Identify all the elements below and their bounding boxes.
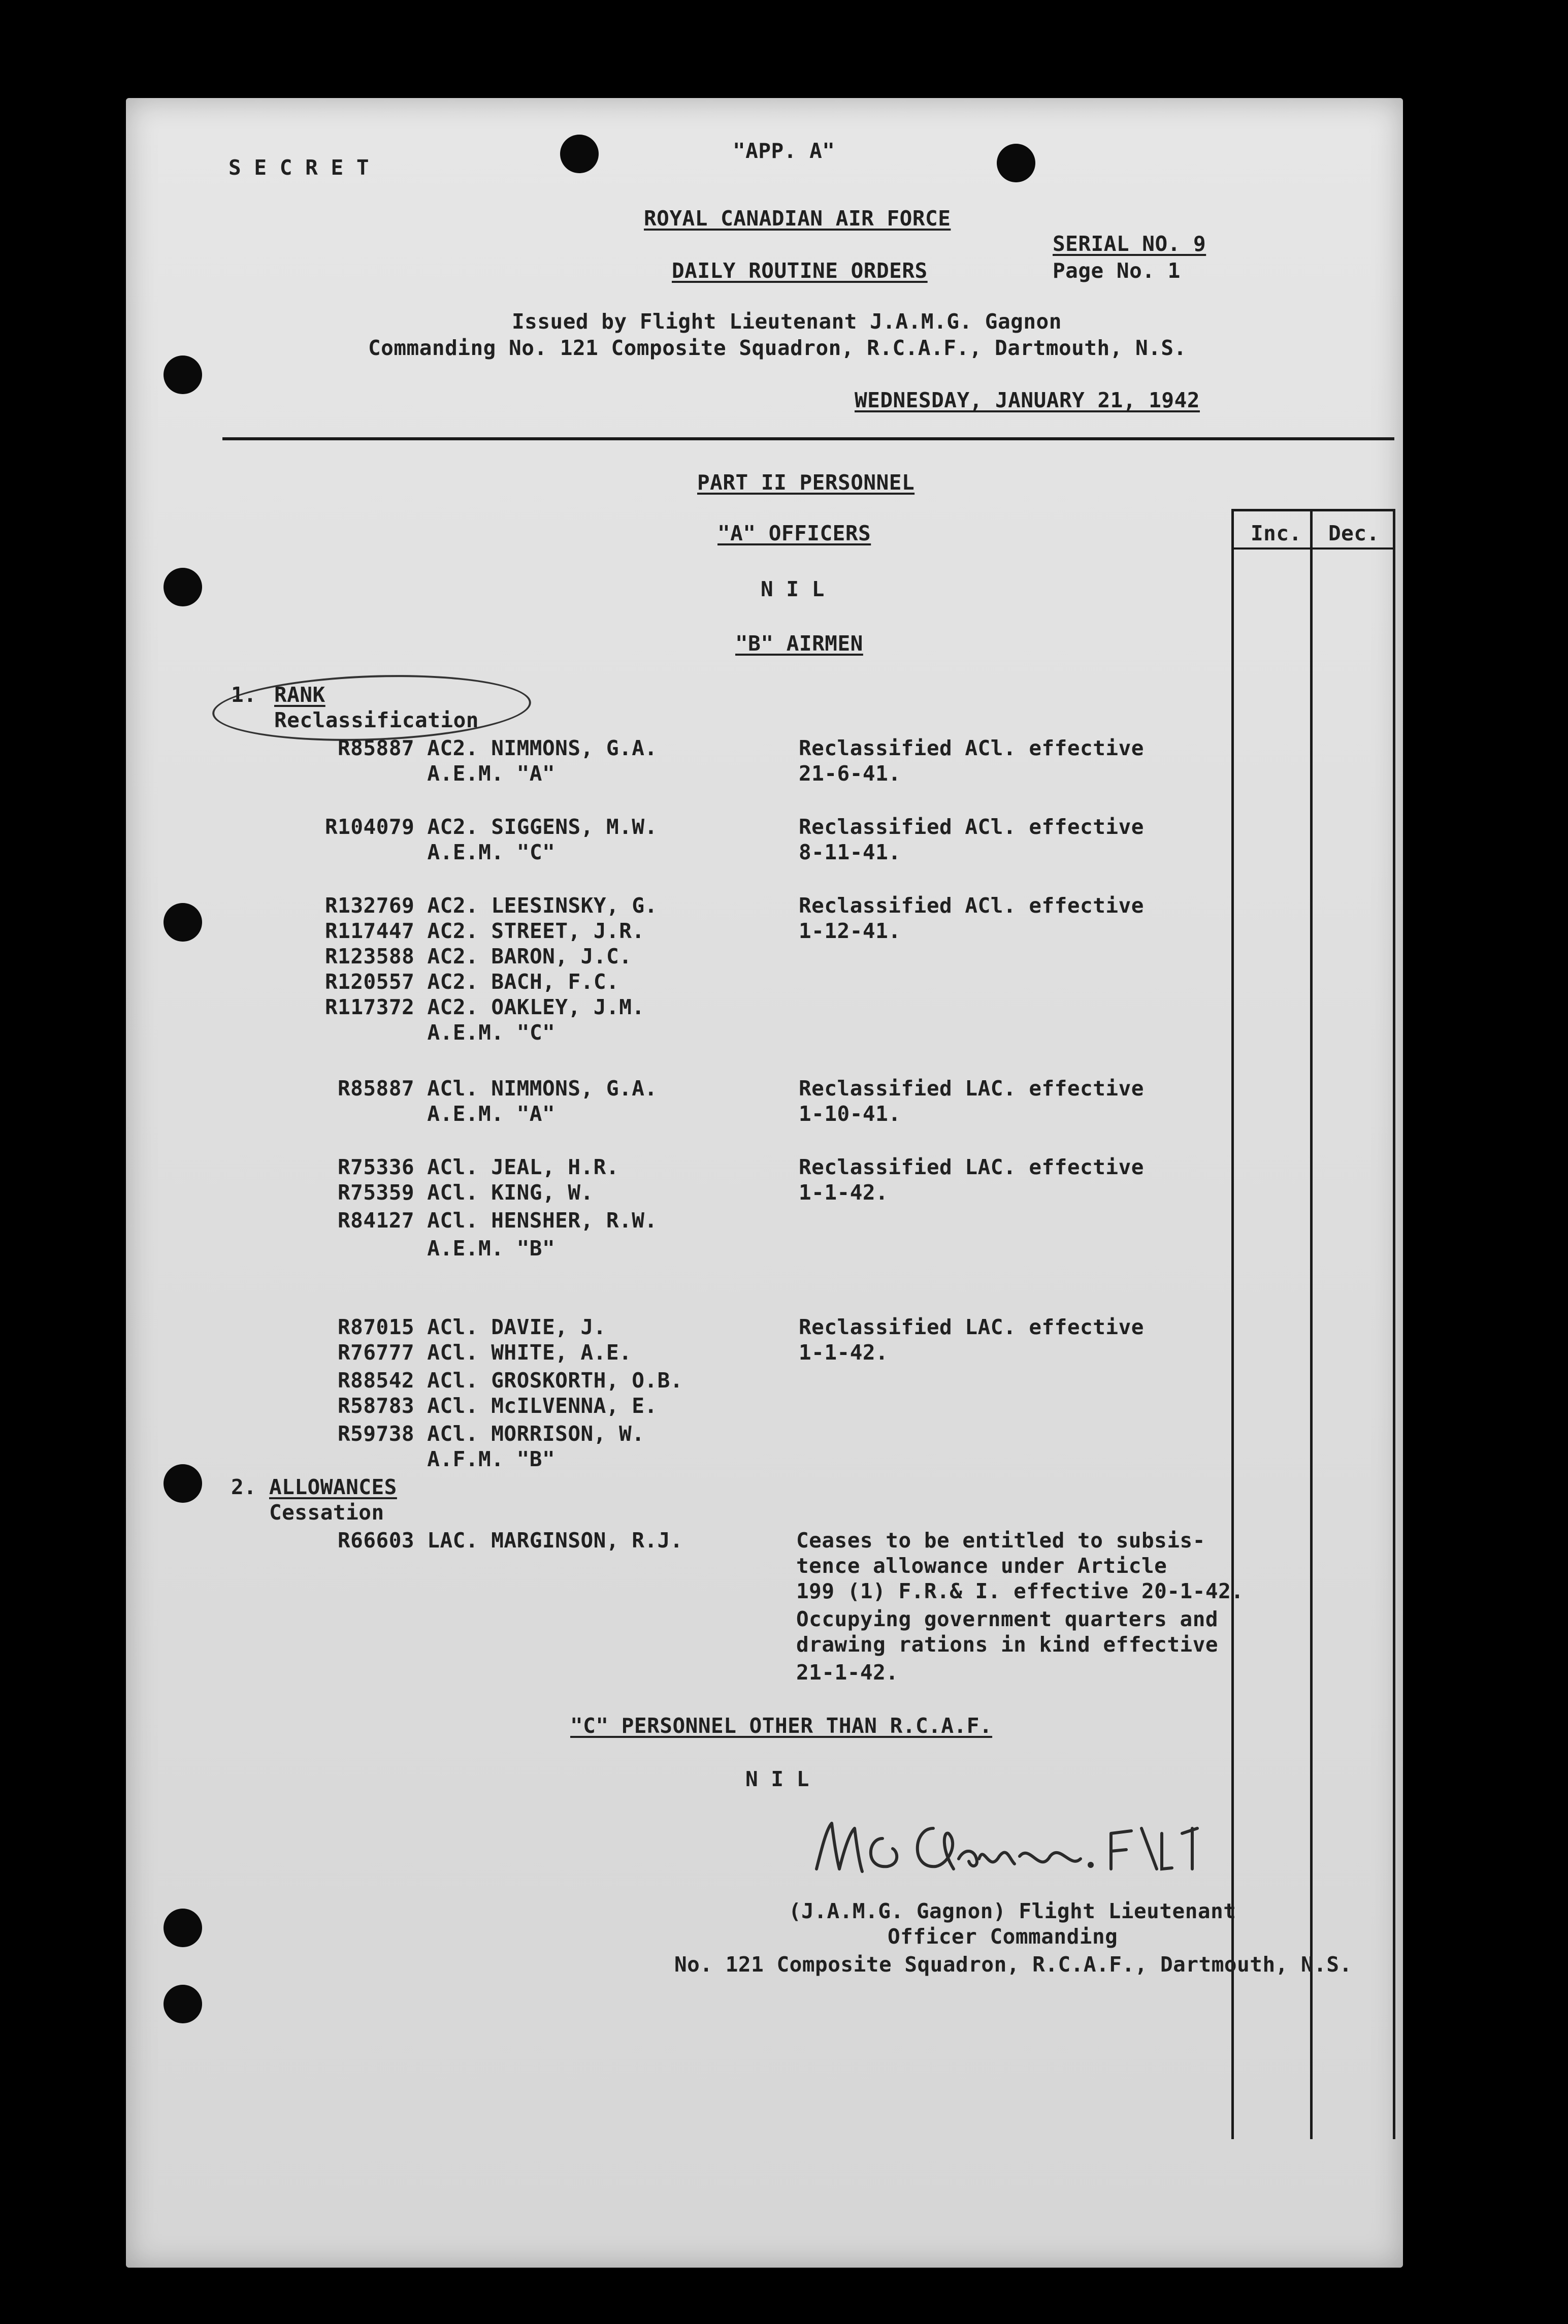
punch-hole [164, 1985, 202, 2023]
personnel-line: R88542 ACl. GROSKORTH, O.B. [338, 1368, 683, 1393]
other-personnel-nil: N I L [745, 1767, 809, 1791]
allowances-number: 2. [231, 1475, 257, 1499]
remark-line: drawing rations in kind effective [796, 1632, 1219, 1657]
allowances-subheading: Cessation [269, 1500, 384, 1525]
rank-number: 1. [231, 683, 257, 707]
inc-column-header: Inc. [1251, 521, 1302, 545]
remark-line: 199 (1) F.R.& I. effective 20-1-42. [796, 1579, 1244, 1603]
personnel-line: R76777 ACl. WHITE, A.E. [338, 1340, 632, 1365]
remark-line: Reclassified LAC. effective [799, 1076, 1144, 1101]
document-title: DAILY ROUTINE ORDERS [672, 259, 928, 283]
issued-by-line: Issued by Flight Lieutenant J.A.M.G. Gagnon [512, 309, 1062, 334]
allowances-heading: ALLOWANCES [269, 1475, 397, 1499]
rank-subheading: Reclassification [274, 708, 479, 732]
remark-line: 1-12-41. [799, 919, 901, 943]
personnel-line: A.E.M. "C" [325, 840, 556, 864]
document-page [126, 98, 1403, 2268]
personnel-line: A.E.M. "B" [338, 1236, 556, 1261]
remark-line: Reclassified ACl. effective [799, 893, 1144, 918]
column-header-rule [1231, 509, 1394, 511]
remark-line: Reclassified LAC. effective [799, 1315, 1144, 1339]
dec-column-header: Dec. [1328, 521, 1380, 545]
page-number: Page No. 1 [1053, 259, 1181, 283]
remark-line: Occupying government quarters and [796, 1607, 1219, 1631]
officers-heading: "A" OFFICERS [717, 521, 871, 545]
remark-line: Reclassified ACl. effective [799, 736, 1144, 760]
airmen-heading: "B" AIRMEN [735, 631, 863, 656]
personnel-line: R123588 AC2. BARON, J.C. [325, 944, 632, 969]
other-personnel-heading: "C" PERSONNEL OTHER THAN R.C.A.F. [570, 1714, 993, 1738]
punch-hole [997, 144, 1035, 182]
remark-line: 1-10-41. [799, 1102, 901, 1126]
personnel-line: R59738 ACl. MORRISON, W. [338, 1422, 645, 1446]
remark-line: 21-1-42. [796, 1660, 899, 1685]
officers-nil: N I L [761, 577, 825, 601]
issue-date: WEDNESDAY, JANUARY 21, 1942 [855, 388, 1200, 412]
command-line: Commanding No. 121 Composite Squadron, R.C.A.F., Dartmouth, N.S. [368, 336, 1187, 360]
punch-hole [164, 1464, 202, 1503]
remark-line: tence allowance under Article [796, 1554, 1167, 1578]
signatory-title: Officer Commanding [888, 1924, 1118, 1949]
punch-hole [164, 1909, 202, 1947]
serial-number: SERIAL NO. 9 [1053, 232, 1206, 256]
personnel-line: R66603 LAC. MARGINSON, R.J. [338, 1528, 683, 1553]
remark-line: 1-1-42. [799, 1180, 889, 1205]
punch-hole [164, 903, 202, 942]
punch-hole [164, 568, 202, 606]
column-header-underline [1231, 547, 1394, 550]
personnel-line: A.F.M. "B" [338, 1447, 556, 1471]
personnel-line: R117372 AC2. OAKLEY, J.M. [325, 995, 645, 1019]
rank-heading: RANK [274, 683, 325, 707]
part-title: PART II PERSONNEL [697, 470, 915, 495]
personnel-line: R117447 AC2. STREET, J.R. [325, 919, 645, 943]
organization-title: ROYAL CANADIAN AIR FORCE [644, 206, 951, 231]
personnel-line: R120557 AC2. BACH, F.C. [325, 970, 619, 994]
personnel-line: R75336 ACl. JEAL, H.R. [338, 1155, 619, 1179]
personnel-line: R104079 AC2. SIGGENS, M.W. [325, 815, 658, 839]
personnel-line: R85887 ACl. NIMMONS, G.A. [338, 1076, 658, 1101]
personnel-line: R85887 AC2. NIMMONS, G.A. [338, 736, 658, 760]
personnel-line: R132769 AC2. LEESINSKY, G. [325, 893, 658, 918]
column-divider [1310, 509, 1313, 2139]
appendix-label: "APP. A" [733, 139, 835, 163]
punch-hole [560, 135, 599, 173]
handwritten-signature [806, 1808, 1319, 1889]
remark-line: Ceases to be entitled to subsis- [796, 1528, 1205, 1553]
personnel-line: R87015 ACl. DAVIE, J. [338, 1315, 606, 1339]
punch-hole [164, 356, 202, 394]
signatory-name: (J.A.M.G. Gagnon) Flight Lieutenant [789, 1899, 1236, 1923]
signatory-unit: No. 121 Composite Squadron, R.C.A.F., Dartmouth, N.S. [674, 1952, 1352, 1977]
remark-line: Reclassified LAC. effective [799, 1155, 1144, 1179]
personnel-line: R58783 ACl. McILVENNA, E. [338, 1394, 658, 1418]
column-divider [1393, 509, 1395, 2139]
remark-line: 1-1-42. [799, 1340, 889, 1365]
personnel-line: R84127 ACl. HENSHER, R.W. [338, 1208, 658, 1233]
remark-line: Reclassified ACl. effective [799, 815, 1144, 839]
remark-line: 8-11-41. [799, 840, 901, 864]
personnel-line: A.E.M. "C" [325, 1020, 556, 1045]
personnel-line: A.E.M. "A" [338, 1102, 556, 1126]
secret-marking: S E C R E T [228, 155, 370, 180]
personnel-line: R75359 ACl. KING, W. [338, 1180, 594, 1205]
header-divider [222, 437, 1394, 440]
remark-line: 21-6-41. [799, 761, 901, 786]
personnel-line: A.E.M. "A" [338, 761, 556, 786]
column-divider [1231, 509, 1234, 2139]
